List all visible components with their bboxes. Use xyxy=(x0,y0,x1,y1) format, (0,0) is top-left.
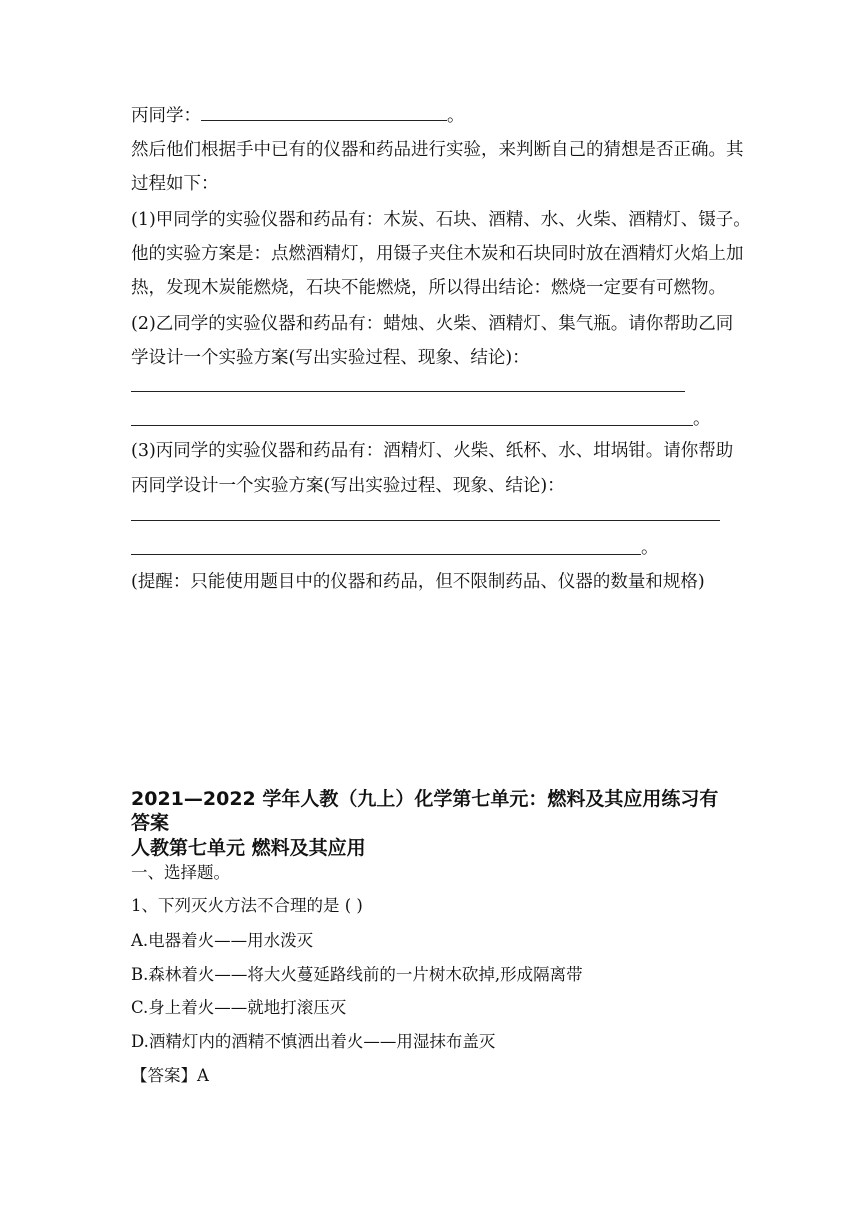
bing-answer-line xyxy=(131,104,465,127)
part-heading: 一、选择题。 xyxy=(131,863,230,882)
part3-line-1: (3)丙同学的实验仪器和药品有：酒精灯、火柴、纸杯、水、坩埚钳。请你帮助 xyxy=(131,441,734,461)
part2-end-mark: 。 xyxy=(693,409,711,429)
part2-answer-blank-1[interactable] xyxy=(131,391,685,392)
doc-title-line-2: 答案 xyxy=(131,812,170,834)
part1-line-2: 他的实验方案是：点燃酒精灯，用镊子夹住木炭和石块同时放在酒精灯火焰上加 xyxy=(131,244,744,264)
option-a: A.电器着火——用水泼灭 xyxy=(131,931,314,950)
bing-answer-blank[interactable] xyxy=(201,104,447,121)
reminder-note: (提醒：只能使用题目中的仪器和药品，但不限制药品、仪器的数量和规格) xyxy=(131,572,705,592)
doc-title-line-1: 2021—2022 学年人教（九上）化学第七单元：燃料及其应用练习有 xyxy=(131,788,719,810)
part1-line-1: (1)甲同学的实验仪器和药品有：木炭、石块、酒精、水、火柴、酒精灯、镊子。 xyxy=(131,210,751,230)
option-b: B.森林着火——将大火蔓延路线前的一片树木砍掉,形成隔离带 xyxy=(131,965,583,984)
option-d: D.酒精灯内的酒精不慎洒出着火——用湿抹布盖灭 xyxy=(131,1032,496,1051)
unit-subtitle: 人教第七单元 燃料及其应用 xyxy=(131,837,366,859)
part3-answer-blank-2[interactable] xyxy=(131,554,641,555)
part3-line-2: 丙同学设计一个实验方案(写出实验过程、现象、结论)： xyxy=(131,476,565,496)
part3-end-mark: 。 xyxy=(641,538,659,558)
intro-line-2: 过程如下： xyxy=(131,174,219,194)
intro-line-1: 然后他们根据手中已有的仪器和药品进行实验，来判断自己的猜想是否正确。其 xyxy=(131,140,744,160)
bing-suffix: 。 xyxy=(447,106,465,126)
part3-answer-blank-1[interactable] xyxy=(131,520,720,521)
bing-prefix: 丙同学： xyxy=(131,106,201,126)
part1-line-3: 热，发现木炭能燃烧，石块不能燃烧，所以得出结论：燃烧一定要有可燃物。 xyxy=(131,278,726,298)
question-1: 1、下列灭火方法不合理的是 ( ) xyxy=(131,896,363,915)
answer-line: 【答案】A xyxy=(131,1066,209,1085)
part2-answer-blank-2[interactable] xyxy=(131,425,693,426)
part2-line-1: (2)乙同学的实验仪器和药品有：蜡烛、火柴、酒精灯、集气瓶。请你帮助乙同 xyxy=(131,314,734,334)
part2-line-2: 学设计一个实验方案(写出实验过程、现象、结论)： xyxy=(131,348,530,368)
option-c: C.身上着火——就地打滚压灭 xyxy=(131,998,347,1017)
